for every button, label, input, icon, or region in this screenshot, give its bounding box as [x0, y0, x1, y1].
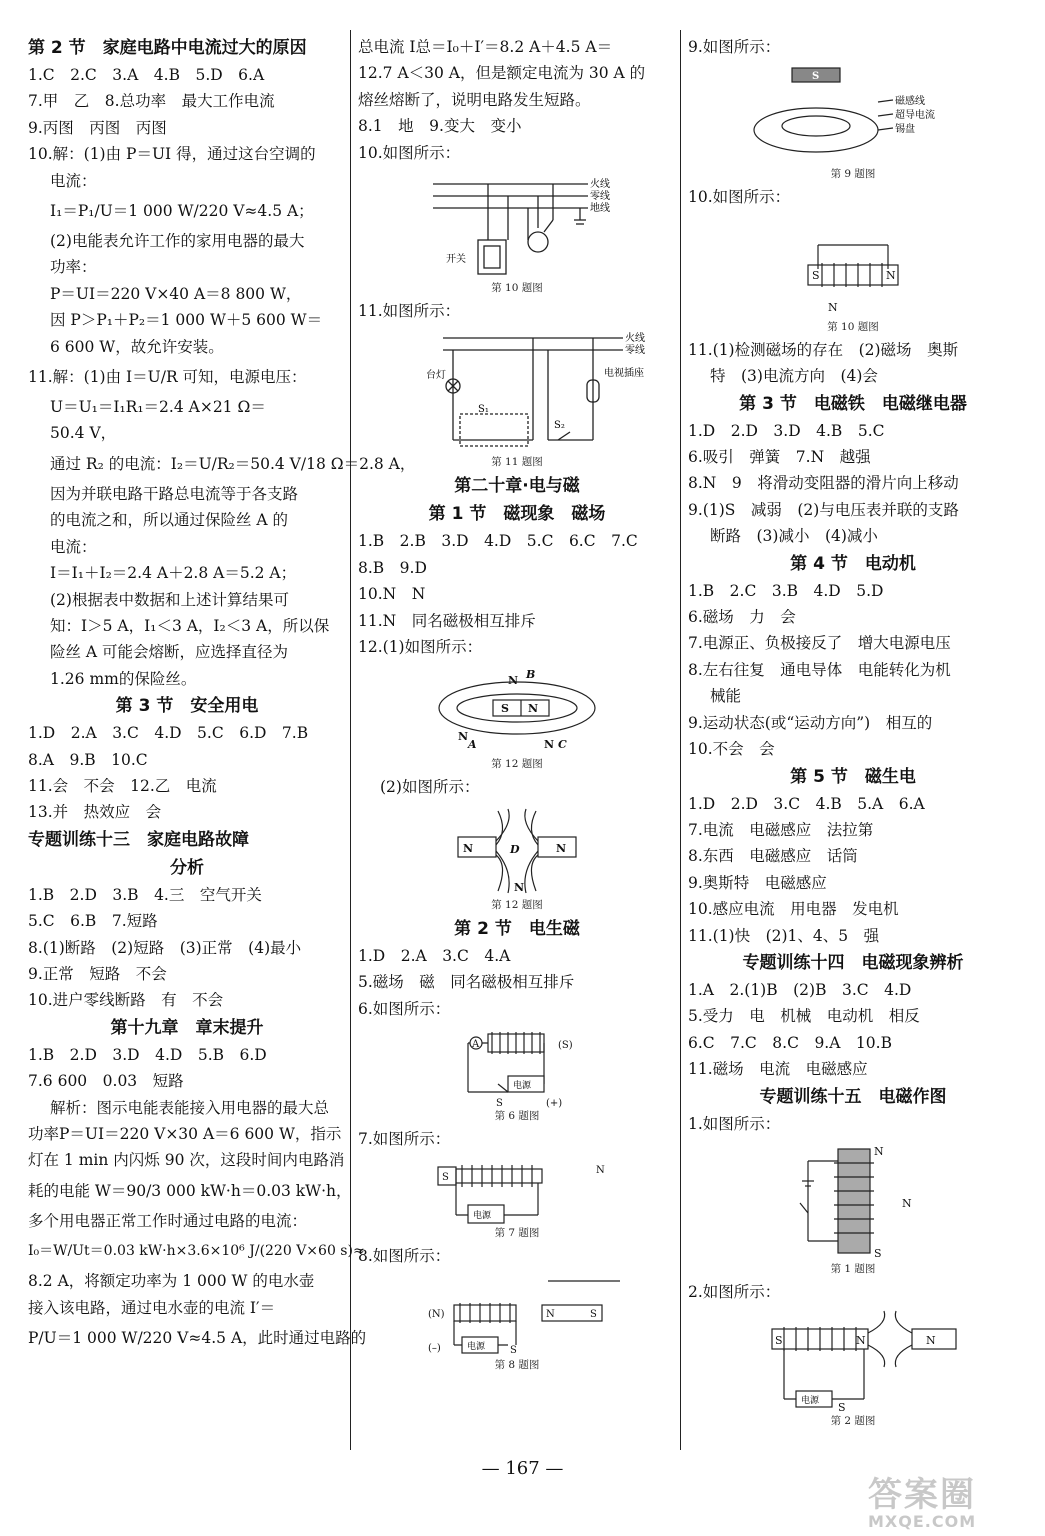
answer-line: 断路 (3)减小 (4)减小	[710, 527, 878, 546]
svg-text:S: S	[812, 268, 820, 282]
switch-s1-label: S₁	[478, 404, 489, 416]
svg-text:N: N	[544, 738, 555, 752]
figure-caption: 第 2 题图	[830, 1415, 876, 1428]
formula-line: 耗的电能 W＝90/3 000 kW·h＝0.03 kW·h，	[28, 1181, 352, 1200]
section-heading: 第 1 节 磁现象 磁场	[428, 504, 606, 525]
answer-line: 1.D 2.D 3.D 4.B 5.C	[688, 421, 885, 440]
answer-line: 9.奥斯特 电磁感应	[688, 873, 827, 892]
figure-12-bar-magnet-field	[358, 664, 676, 772]
answer-line: 7.电源正、负极接反了 增大电源电压	[688, 634, 951, 653]
answer-line: 9.(1)S 减弱 (2)与电压表并联的支路	[688, 500, 959, 519]
svg-text:N: N	[828, 300, 838, 314]
chapter-heading: 第二十章·电与磁	[454, 476, 580, 497]
power-supply-label: 电源	[473, 1210, 492, 1221]
answer-line: 11.N 同名磁极相互排斥	[358, 611, 536, 630]
svg-text:S: S	[442, 1171, 449, 1183]
answer-line: 1.D 2.A 3.C 4.A	[358, 946, 511, 965]
page-number: — 167 —	[481, 1458, 564, 1479]
answer-line: 10.N N	[358, 585, 426, 604]
svg-text:N: N	[886, 268, 896, 282]
answer-line: 功率P＝UI＝220 V×30 A＝6 600 W，指示	[28, 1125, 342, 1143]
answer-line: 1.B 2.D 3.D 4.D 5.B 6.D	[28, 1045, 267, 1064]
svg-text:N: N	[463, 841, 474, 855]
answer-line: 1.26 mm的保险丝。	[50, 669, 197, 688]
svg-text:S: S	[510, 1344, 517, 1356]
answer-line: 熔丝熔断了，说明电路发生短路。	[358, 90, 591, 109]
answer-line: I＝I₁＋I₂＝2.4 A＋2.8 A＝5.2 A；	[50, 564, 297, 583]
answer-line: (2)根据表中数据和上述计算结果可	[50, 590, 289, 609]
section-heading: 专题训练十五 电磁作图	[759, 1086, 947, 1107]
power-supply-label: 电源	[513, 1081, 532, 1092]
figure-10-coil-compass	[688, 215, 1018, 335]
svg-text:N: N	[458, 730, 469, 744]
figure-caption: 第 6 题图	[494, 1110, 540, 1123]
answer-line: 9.运动状态(或“运动方向”) 相互的	[688, 713, 933, 732]
section-heading: 第 4 节 电动机	[790, 553, 916, 574]
answer-line: P＝UI＝220 V×40 A＝8 800 W，	[50, 284, 302, 303]
answer-line: 5.受力 电 机械 电动机 相反	[688, 1007, 920, 1026]
answer-line: 8.A 9.B 10.C	[28, 750, 148, 769]
section-heading: 第 3 节 电磁铁 电磁继电器	[739, 393, 967, 414]
answer-line: 险丝 A 可能会熔断，应选择直径为	[50, 643, 289, 662]
live-wire-label: 火线	[625, 333, 645, 345]
answer-line: 12.(1)如图所示：	[358, 638, 483, 657]
figure-caption: 第 12 题图	[491, 898, 543, 911]
current-label: 超导电流	[895, 110, 935, 122]
answer-line: 8.B 9.D	[358, 558, 427, 577]
answer-line: 灯在 1 min 内闪烁 90 次，这段时间内电路消	[28, 1151, 345, 1170]
answer-line: 特 (3)电流方向 (4)会	[710, 367, 878, 386]
formula-line: I₁＝P₁/U＝1 000 W/220 V≈4.5 A；	[50, 202, 314, 221]
answer-line: 10.感应电流 用电器 发电机	[688, 900, 899, 919]
svg-text:(N): (N)	[428, 1308, 445, 1320]
answer-line: 6.如图所示：	[358, 999, 451, 1018]
field-line-label: 磁感线	[895, 96, 925, 108]
answer-line: 11.(1)检测磁场的存在 (2)磁场 奥斯	[688, 340, 959, 359]
answer-line: 6.C 7.C 8.C 9.A 10.B	[688, 1033, 892, 1052]
svg-text:N: N	[528, 702, 539, 716]
section-heading: 第 2 节 家庭电路中电流过大的原因	[28, 38, 307, 58]
formula-line: 11.解：(1)由 I＝U/R 可知，电源电压：	[28, 368, 307, 387]
answer-line: 8.东西 电磁感应 话筒	[688, 847, 858, 866]
answer-line: 50.4 V，	[50, 424, 117, 443]
lamp-label: 台灯	[426, 370, 446, 382]
tv-socket-label: 电视插座	[604, 368, 644, 380]
disk-label: 锡盘	[895, 124, 915, 136]
figure-2-coil-magnet-field	[688, 1309, 1018, 1429]
svg-text:N: N	[856, 1334, 866, 1348]
svg-text:S: S	[874, 1246, 882, 1260]
section-heading: 第 3 节 安全用电	[115, 696, 259, 717]
answer-line: 1.D 2.A 3.C 4.D 5.C 6.D 7.B	[28, 724, 309, 743]
section-heading: 第十九章 章末提升	[110, 1017, 264, 1038]
figure-1-electromagnet	[688, 1141, 1018, 1277]
formula-line: P/U＝1 000 W/220 V≈4.5 A，此时通过电路的	[28, 1329, 367, 1348]
ground-wire-label: 地线	[590, 203, 610, 215]
answer-line: 6.磁场 力 会	[688, 608, 796, 627]
figure-11-lamp-socket-circuit	[358, 328, 676, 470]
answer-line: 11.磁场 电流 电磁感应	[688, 1060, 868, 1079]
neutral-wire-label: 零线	[590, 191, 610, 203]
answer-line: 10.解：(1)由 P＝UI 得，通过这台空调的	[28, 145, 316, 164]
svg-text:S: S	[590, 1308, 597, 1320]
svg-text:N: N	[902, 1196, 912, 1210]
svg-text:S: S	[838, 1401, 846, 1414]
svg-text:N: N	[874, 1144, 884, 1158]
svg-text:N: N	[508, 674, 519, 688]
switch-label: 开关	[446, 254, 466, 266]
live-wire-label: 火线	[590, 179, 610, 191]
figure-caption: 第 1 题图	[830, 1262, 876, 1275]
svg-text:S: S	[812, 71, 820, 83]
svg-text:(+): (+)	[546, 1098, 563, 1109]
figure-6-solenoid-circuit	[358, 1026, 676, 1124]
power-supply-label: 电源	[801, 1396, 820, 1407]
answer-line: 8.2 A，将额定功率为 1 000 W 的电水壶	[28, 1272, 315, 1291]
neutral-wire-label: 零线	[625, 345, 645, 357]
svg-text:S: S	[496, 1098, 503, 1109]
answer-line: 的电流之和，所以通过保险丝 A 的	[50, 511, 289, 530]
answer-line: 9.如图所示：	[688, 38, 781, 56]
figure-caption: 第 12 题图	[491, 758, 543, 771]
figure-10-household-circuit	[358, 170, 676, 296]
answer-line: 9.正常 短路 不会	[28, 964, 167, 983]
watermark-text: 答案圈	[868, 1475, 976, 1515]
svg-text:N: N	[926, 1334, 936, 1348]
answer-line: 1.A 2.(1)B (2)B 3.C 4.D	[688, 980, 912, 999]
watermark-logo	[868, 1476, 1028, 1530]
svg-text:(S): (S)	[558, 1040, 573, 1052]
answer-line: 7.6 600 0.03 短路	[28, 1072, 184, 1091]
svg-text:B: B	[526, 668, 536, 682]
power-supply-label: 电源	[467, 1341, 486, 1352]
answer-line: 7.如图所示：	[358, 1130, 451, 1149]
answer-line: 多个用电器正常工作时通过电路的电流：	[28, 1211, 308, 1230]
answer-line: 1.B 2.D 3.B 4.三 空气开关	[28, 885, 262, 904]
answer-line: 1.D 2.D 3.C 4.B 5.A 6.A	[688, 794, 925, 813]
column-divider	[350, 30, 351, 1450]
figure-12-two-pole-field	[358, 805, 676, 913]
answer-line: 7.电流 电磁感应 法拉第	[688, 820, 874, 839]
answer-line: 因 P＞P₁＋P₂＝1 000 W＋5 600 W＝	[50, 311, 323, 330]
svg-text:C: C	[558, 738, 567, 752]
answer-line: 接入该电路，通过电水壶的电流 I′＝	[28, 1298, 276, 1317]
answer-line: 2.如图所示：	[688, 1282, 781, 1301]
section-heading: 第 5 节 磁生电	[790, 766, 916, 787]
svg-text:N: N	[546, 1308, 555, 1320]
answer-line: 12.7 A＜30 A，但是额定电流为 30 A 的	[358, 64, 646, 83]
answer-line: 10.如图所示：	[358, 143, 461, 162]
answer-line: 8.左右往复 通电导体 电能转化为机	[688, 660, 951, 679]
svg-text:A: A	[468, 738, 477, 752]
svg-text:N: N	[596, 1164, 605, 1176]
answer-line: 1.C 2.C 3.A 4.B 5.D 6.A	[28, 66, 265, 84]
figure-caption: 第 8 题图	[494, 1358, 540, 1371]
answer-line: 电流：	[50, 537, 97, 556]
formula-line: I₀＝W/Ut＝0.03 kW·h×3.6×10⁶ J/(220 V×60 s)≈	[28, 1243, 365, 1260]
answer-line: 9.丙图 丙图 丙图	[28, 118, 167, 137]
svg-text:A: A	[472, 1039, 480, 1051]
answer-line: 械能	[710, 687, 742, 706]
column-divider	[680, 30, 681, 1450]
answer-line: 解析：图示电能表能接入用电器的最大总	[50, 1098, 330, 1117]
answer-line: 10.不会 会	[688, 740, 775, 759]
answer-line: 1.如图所示：	[688, 1114, 781, 1133]
svg-text:N: N	[514, 880, 525, 894]
svg-text:N: N	[556, 841, 567, 855]
answer-line: 5.磁场 磁 同名磁极相互排斥	[358, 973, 575, 992]
answer-line: (2)电能表允许工作的家用电器的最大	[50, 232, 305, 251]
figure-caption: 第 10 题图	[827, 320, 879, 333]
figure-caption: 第 9 题图	[830, 168, 876, 181]
answer-line: 10.如图所示：	[688, 188, 791, 207]
svg-text:S: S	[775, 1334, 783, 1348]
figure-caption: 第 10 题图	[491, 282, 543, 295]
answer-line: 电流：	[50, 171, 97, 190]
answer-line: 知：I＞5 A，I₁＜3 A，I₂＜3 A，所以保	[50, 616, 330, 635]
watermark-url: MXQE.COM	[868, 1512, 977, 1531]
section-heading: 专题训练十三 家庭电路故障	[28, 829, 249, 850]
svg-text:S: S	[501, 702, 509, 716]
formula-line: 通过 R₂ 的电流：I₂＝U/R₂＝50.4 V/18 Ω＝2.8 A，	[50, 454, 416, 473]
column-2	[358, 34, 676, 1375]
figure-7-solenoid-compass	[358, 1157, 676, 1241]
answer-line: 功率：	[50, 258, 97, 277]
answer-line: 11.(1)快 (2)1、4、5 强	[688, 926, 880, 945]
figure-caption: 第 11 题图	[491, 456, 543, 469]
answer-line: (2)如图所示：	[380, 778, 480, 797]
switch-s2-label: S₂	[554, 420, 565, 432]
svg-text:D: D	[510, 842, 520, 856]
answer-line: 8.N 9 将滑动变阻器的滑片向上移动	[688, 474, 959, 493]
answer-line: 13.并 热效应 会	[28, 803, 162, 822]
section-heading: 第 2 节 电生磁	[454, 918, 580, 939]
answer-line: 11.会 不会 12.乙 电流	[28, 776, 217, 795]
answer-line: 8.如图所示：	[358, 1246, 451, 1265]
answer-line: 1.B 2.B 3.D 4.D 5.C 6.C 7.C	[358, 532, 638, 551]
answer-line: 7.甲 乙 8.总功率 最大工作电流	[28, 92, 275, 111]
answer-line: 10.进户零线断路 有 不会	[28, 991, 224, 1010]
answer-line: 6.吸引 弹簧 7.N 越强	[688, 448, 871, 467]
answer-line: 因为并联电路干路总电流等于各支路	[50, 484, 299, 503]
answer-line: 5.C 6.B 7.短路	[28, 912, 158, 931]
figure-9-superconductor-levitation	[688, 64, 1018, 182]
section-heading: 分析	[170, 857, 204, 878]
answer-line: U＝U₁＝I₁R₁＝2.4 A×21 Ω＝	[50, 398, 266, 417]
figure-caption: 第 7 题图	[494, 1226, 540, 1239]
answer-line: 8.(1)断路 (2)短路 (3)正常 (4)最小	[28, 938, 302, 957]
section-heading: 专题训练十四 电磁现象辨析	[742, 952, 964, 973]
figure-8-solenoid-magnet	[358, 1273, 676, 1373]
answer-line: 总电流 I总＝I₀＋I′＝8.2 A＋4.5 A＝	[358, 38, 613, 56]
svg-text:(–): (–)	[428, 1342, 441, 1354]
answer-line: 6 600 W，故允许安装。	[50, 337, 224, 356]
answer-line: 8.1 地 9.变大 变小	[358, 117, 522, 136]
answer-line: 1.B 2.C 3.B 4.D 5.D	[688, 581, 884, 600]
column-3	[688, 34, 1018, 1431]
answer-line: 11.如图所示：	[358, 302, 461, 321]
